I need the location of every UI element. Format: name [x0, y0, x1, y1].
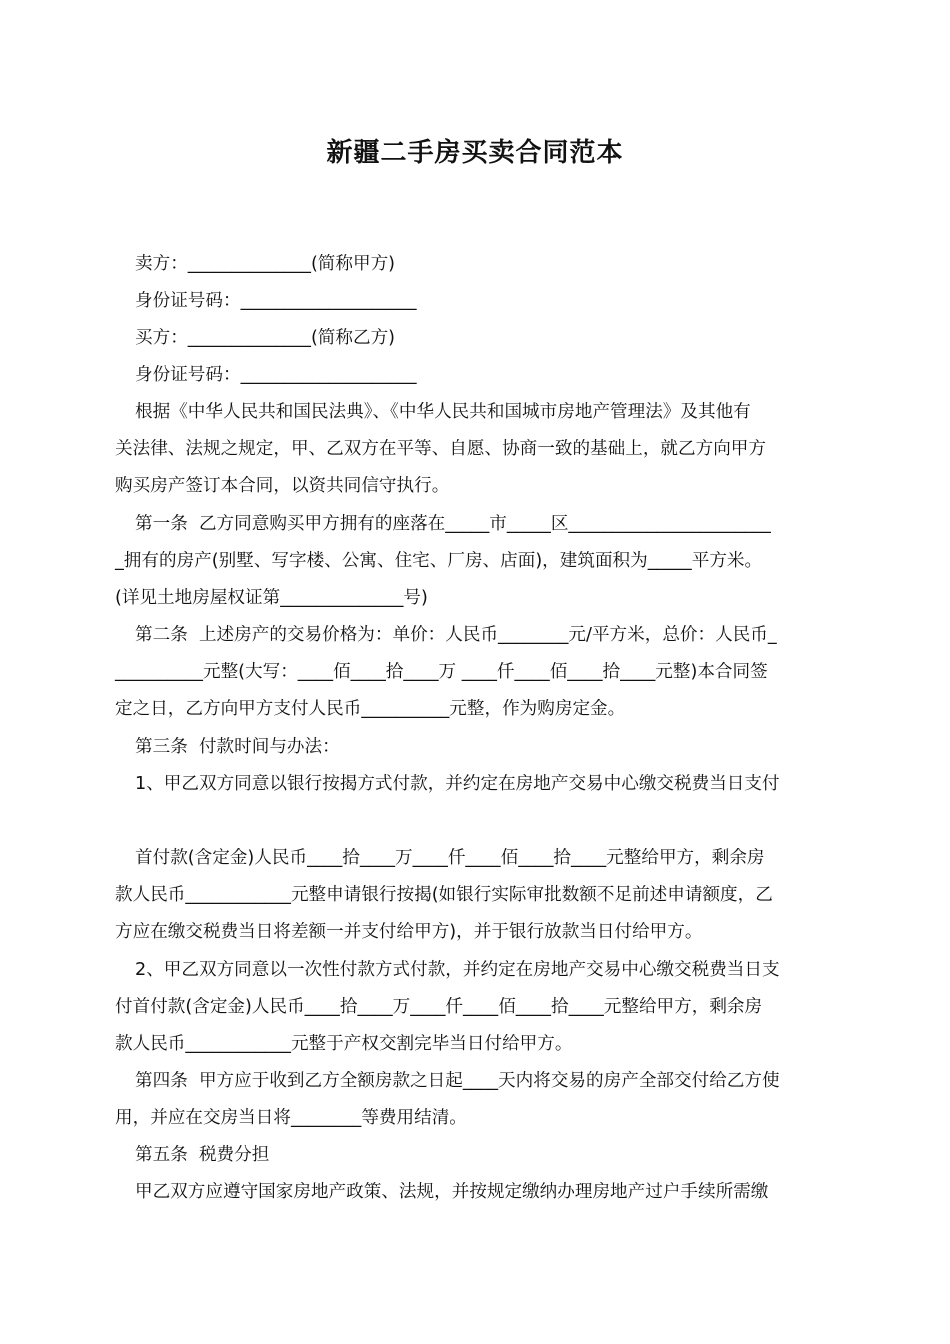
article-3-item-1-line: 方应在缴交税费当日将差额一并支付给甲方)，并于银行放款当日付给甲方。 [115, 922, 703, 942]
article-5-heading: 第五条 税费分担 [135, 1145, 270, 1165]
article-4-line: 第四条 甲方应于收到乙方全额房款之日起____天内将交易的房产全部交付给乙方使 [135, 1071, 780, 1091]
buyer-id-line: 身份证号码：____________________ [135, 365, 417, 385]
seller-line: 卖方：______________(简称甲方) [135, 254, 396, 274]
article-3-item-1-line: 款人民币____________元整申请银行按揭(如银行实际审批数额不足前述申请额度，乙 [115, 885, 773, 905]
article-2-line: 第二条 上述房产的交易价格为：单价：人民币________元/平方米，总价：人民币_ [135, 625, 777, 645]
article-3-item-2-line: 2、甲乙双方同意以一次性付款方式付款，并约定在房地产交易中心缴交税费当日支 [135, 960, 780, 980]
document-title: 新疆二手房买卖合同范本 [326, 138, 624, 168]
article-4-line: 用，并应在交房当日将________等费用结清。 [115, 1108, 467, 1128]
article-3-heading: 第三条 付款时间与办法： [135, 737, 340, 757]
article-3-item-2-line: 款人民币____________元整于产权交割完毕当日付给甲方。 [115, 1034, 573, 1054]
article-3-item-1-line: 1、甲乙双方同意以银行按揭方式付款，并约定在房地产交易中心缴交税费当日支付 [135, 774, 780, 794]
buyer-line: 买方：______________(简称乙方) [135, 328, 396, 348]
article-5-line: 甲乙双方应遵守国家房地产政策、法规，并按规定缴纳办理房地产过户手续所需缴 [135, 1182, 769, 1202]
preamble-line: 根据《中华人民共和国民法典》、《中华人民共和国城市房地产管理法》及其他有 [135, 402, 751, 422]
article-3-item-2-line: 付首付款(含定金)人民币____拾____万____仟____佰____拾____元整给甲方，剩余房 [115, 997, 763, 1017]
preamble-line: 购买房产签订本合同，以资共同信守执行。 [115, 476, 450, 496]
article-3-item-1-line: 首付款(含定金)人民币____拾____万____仟____佰____拾____元整给甲方，剩余房 [135, 848, 765, 868]
article-1-line: _拥有的房产(别墅、写字楼、公寓、住宅、厂房、店面)，建筑面积为_____平方米。 [115, 551, 763, 571]
seller-id-line: 身份证号码：____________________ [135, 291, 417, 311]
article-2-line: __________元整(大写：____佰____拾____万 ____仟____佰____拾____元整)本合同签 [115, 662, 768, 682]
article-2-line: 定之日，乙方向甲方支付人民币__________元整，作为购房定金。 [115, 699, 626, 719]
article-1-line: 第一条 乙方同意购买甲方拥有的座落在_____市_____区_______________________ [135, 514, 771, 534]
preamble-line: 关法律、法规之规定，甲、乙双方在平等、自愿、协商一致的基础上，就乙方向甲方 [115, 439, 766, 459]
article-1-line: (详见土地房屋权证第______________号) [115, 588, 428, 608]
